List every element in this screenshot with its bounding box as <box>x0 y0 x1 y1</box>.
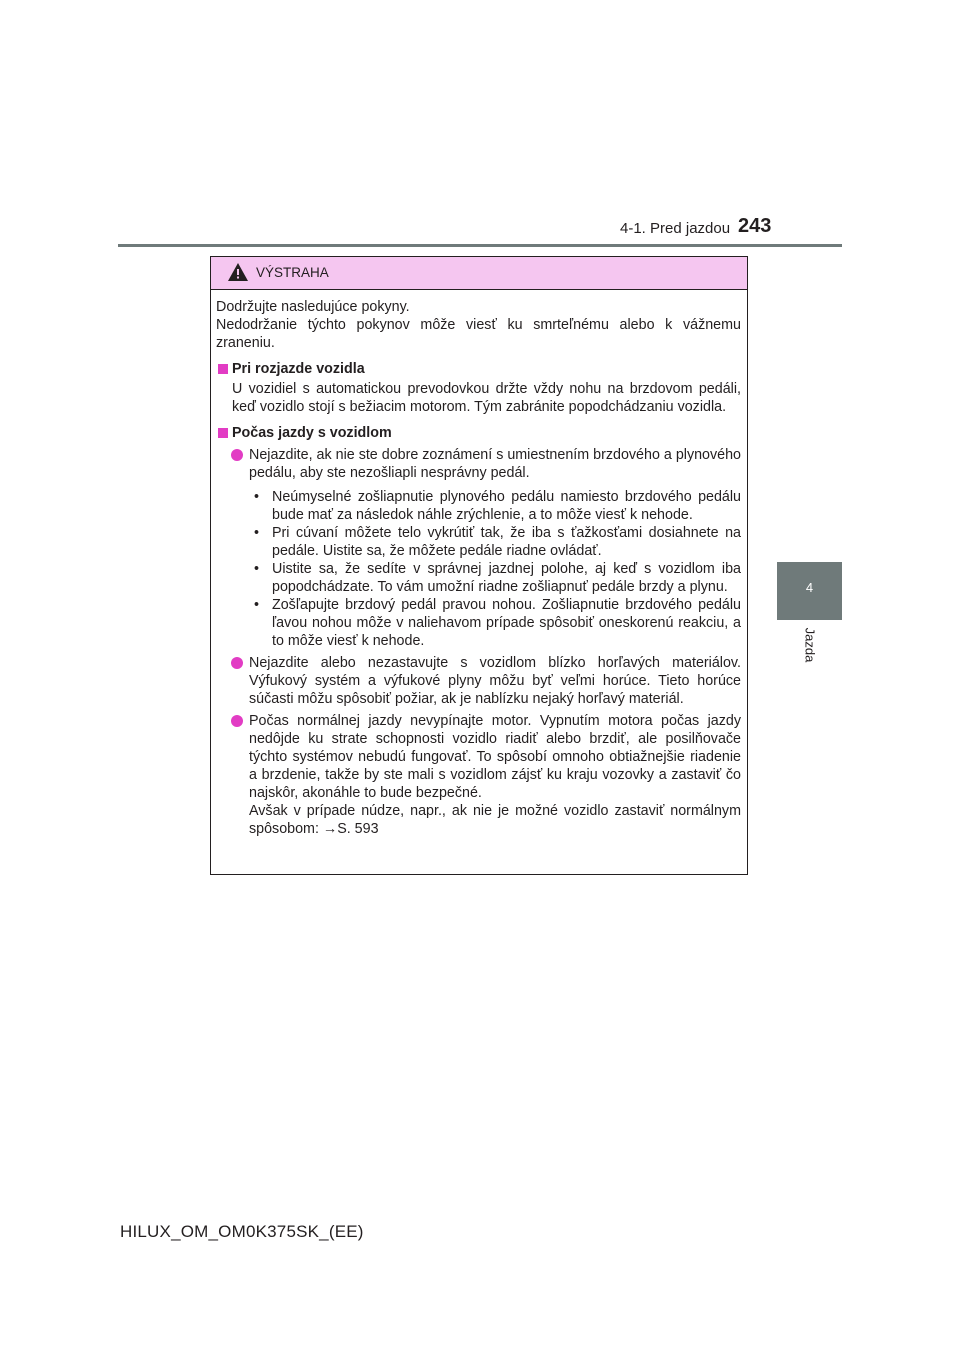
warning-body <box>211 290 747 838</box>
list-item <box>216 446 741 482</box>
chapter-label-wrap <box>790 620 830 680</box>
subheading <box>216 424 741 442</box>
sub-list <box>216 488 741 650</box>
dot-marker: • <box>254 597 260 613</box>
page-number: 243 <box>738 215 772 237</box>
sub-list-item <box>216 488 741 524</box>
intro-line: Nedodržanie týchto pokynov môže viesť ku smrteľnému alebo k vážnemu zraneniu. <box>216 317 741 351</box>
sub-list-item-text: Zošľapujte brzdový pedál pravou nohou. Zošliapnutie brzdového pedálu ľavou nohou môže v naliehavom prípade spôsobiť oneskorenú reakciu, a to môže viesť k nehode. <box>272 597 741 649</box>
dot-marker: • <box>254 525 260 541</box>
warning-title: VÝSTRAHA <box>256 265 329 280</box>
square-bullet-icon <box>218 364 228 374</box>
round-bullet-icon <box>231 657 243 669</box>
header-divider <box>118 244 842 247</box>
chapter-tab <box>777 562 842 620</box>
sub-list-item <box>216 560 741 596</box>
sub-list-item <box>216 596 741 650</box>
round-bullet-icon <box>231 715 243 727</box>
warning-header <box>211 257 747 290</box>
list-item-text: Počas normálnej jazdy nevypínajte motor. Vypnutím motora počas jazdy nedôjde ku strate schopnosti vozidlo riadiť alebo brzdiť, ale posilňovače týchto systémov nebudú fungovať. To spôsobí omnoho obtiažnejšie riadenie a brzdenie, takže by ste mali s vozidlom zájsť ku kraju vozovky a zastaviť čo najskôr, akonáhle to bude bezpečné. <box>249 713 741 801</box>
intro-line: Dodržujte nasledujúce pokyny. <box>216 299 410 315</box>
sub-list-item-text: Uistite sa, že sedíte v správnej jazdnej polohe, aj keď s vozidlom iba popodchádzate. To vám umožní riadne zošliapnuť pedále brzdy a plynu. <box>272 561 741 595</box>
sub-list-item <box>216 524 741 560</box>
list-item <box>216 712 741 838</box>
document-code: HILUX_OM_OM0K375SK_(EE) <box>120 1222 364 1241</box>
warning-triangle-icon <box>227 262 249 282</box>
list-item <box>216 654 741 708</box>
section-title: 4-1. Pred jazdou <box>620 220 731 237</box>
subheading-text: Počas jazdy s vozidlom <box>232 425 392 441</box>
square-bullet-icon <box>218 428 228 438</box>
round-bullet-icon <box>231 449 243 461</box>
sub-list-item-text: Neúmyselné zošliapnutie plynového pedálu namiesto brzdového pedálu bude mať za následok náhle zrýchlenie, a to môže viesť k nehode. <box>272 489 741 523</box>
list-item-extra: Avšak v prípade núdze, napr., ak nie je možné vozidlo zastaviť normálnym spôsobom: →S. 593 <box>249 803 741 837</box>
chapter-label: Jazda <box>802 627 818 663</box>
chapter-number: 4 <box>805 580 814 595</box>
dot-marker: • <box>254 489 260 505</box>
section-text: U vozidiel s automatickou prevodovkou držte vždy nohu na brzdovom pedáli, keď vozidlo stojí s bežiacim motorom. Tým zabránite popodchádzaniu vozidla. <box>232 381 741 415</box>
list-item-text: Nejazdite, ak nie ste dobre zoznámení s umiestnením brzdového a plynového pedálu, aby ste nezošliapli nesprávny pedál. <box>249 447 741 481</box>
list-item-text: Nejazdite alebo nezastavujte s vozidlom blízko horľavých materiálov. Výfukový systém a výfukové plyny môžu byť veľmi horúce. Tieto horúce súčasti môžu spôsobiť požiar, ak je nablízku nejaký horľavý materiál. <box>249 655 741 707</box>
subheading-text: Pri rozjazde vozidla <box>232 361 365 377</box>
sub-list-item-text: Pri cúvaní môžete telo vykrútiť tak, že iba s ťažkosťami dosiahnete na pedále. Uistite sa, že môžete pedále riadne ovládať. <box>272 525 741 559</box>
dot-marker: • <box>254 561 260 577</box>
warning-box <box>210 256 748 875</box>
subheading <box>216 360 741 378</box>
